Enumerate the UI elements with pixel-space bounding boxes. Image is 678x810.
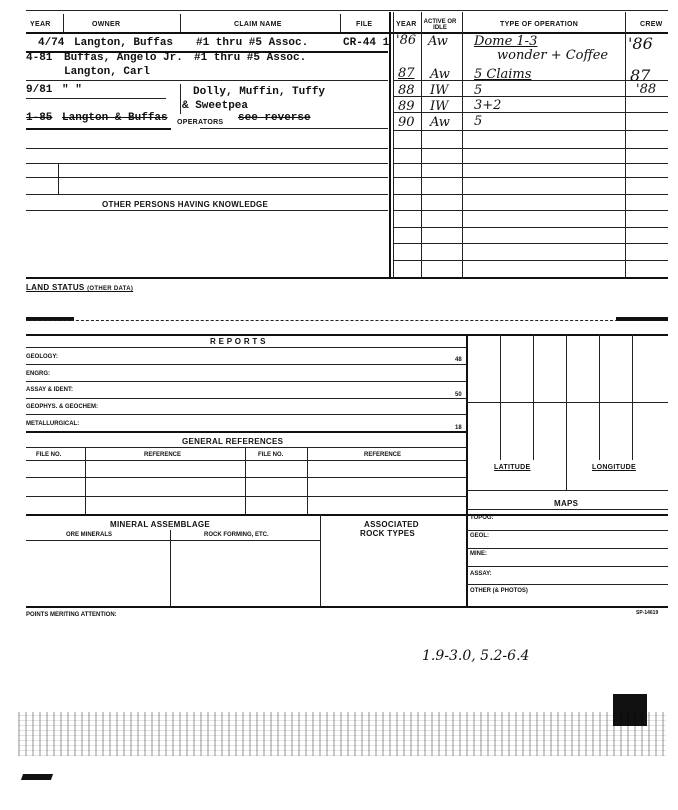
activity-row-6-operation: 5 <box>474 114 483 129</box>
activity-row-3-crew: 87 <box>630 66 651 85</box>
owner-row-1-owner: Langton, Buffas <box>74 37 174 49</box>
report-assay: ASSAY & IDENT: <box>26 387 74 393</box>
header-year: YEAR <box>30 21 51 28</box>
header-crew: CREW <box>640 21 663 28</box>
report-geophys: GEOPHYS. & GEOCHEM: <box>26 404 99 410</box>
operators-label: OPERATORS <box>177 119 224 126</box>
activity-row-4-operation: 5 <box>474 83 483 98</box>
map-assay: ASSAY: <box>470 571 492 577</box>
owner-row-4-year: 9/81 <box>26 84 53 96</box>
associated-rock-types-1: ASSOCIATED <box>364 520 419 529</box>
header-active-idle: ACTIVE OR IDLE <box>423 19 457 31</box>
owner-row-4-owner: " " <box>62 84 82 96</box>
owner-row-1-year: 4/74 <box>38 37 65 49</box>
handwritten-note: 1.9-3.0, 5.2-6.4 <box>422 648 530 664</box>
gen-ref-reference-2: REFERENCE <box>364 452 402 458</box>
owner-row-2-year: 4-81 <box>26 52 53 64</box>
report-num-18: 18 <box>455 425 462 431</box>
map-other: OTHER (& PHOTOS) <box>470 588 528 594</box>
scan-corner-mark <box>21 774 53 780</box>
gen-ref-file-no-2: FILE NO. <box>258 452 284 458</box>
form-number: SP-14619 <box>636 610 659 616</box>
header-file: FILE <box>356 21 373 28</box>
report-engrg: ENGRG: <box>26 371 50 377</box>
owner-row-6-year: 1-85 <box>26 112 53 124</box>
map-mine: MINE: <box>470 551 487 557</box>
owner-row-1-claim: #1 thru #5 Assoc. <box>196 37 309 49</box>
header-year-activity: YEAR <box>396 21 417 28</box>
report-num-48: 48 <box>455 357 462 363</box>
map-geol: GEOL: <box>470 533 489 539</box>
report-num-50: 50 <box>455 392 462 398</box>
owner-row-2-claim: #1 thru #5 Assoc. <box>194 52 307 64</box>
activity-row-4-year: 88 <box>398 83 415 98</box>
gen-ref-reference-1: REFERENCE <box>144 452 182 458</box>
map-topog: TOPOG: <box>470 515 494 521</box>
activity-row-5-year: 89 <box>398 99 415 114</box>
activity-row-3-year: 87 <box>398 66 415 81</box>
activity-row-5-status: IW <box>430 99 449 114</box>
land-status-sub: (OTHER DATA) <box>87 286 134 292</box>
activity-row-3-operation: 5 Claims <box>474 67 532 82</box>
activity-row-2-operation: wonder + Coffee <box>497 48 609 63</box>
points-meriting-attention: POINTS MERITING ATTENTION: <box>26 612 117 618</box>
rock-forming-label: ROCK FORMING, ETC. <box>204 532 269 538</box>
owner-row-4-claim: Dolly, Muffin, Tuffy <box>193 86 326 98</box>
other-persons-heading: OTHER PERSONS HAVING KNOWLEDGE <box>102 200 269 209</box>
activity-row-1-crew: '86 <box>628 34 653 53</box>
header-owner: OWNER <box>92 21 121 28</box>
ore-minerals-label: ORE MINERALS <box>66 532 113 538</box>
scan-noise-band <box>18 712 666 756</box>
maps-title: MAPS <box>554 499 579 508</box>
activity-row-1-operation: Dome 1-3 <box>474 34 538 49</box>
owner-row-5-claim: & Sweetpea <box>182 100 249 112</box>
gen-ref-file-no-1: FILE NO. <box>36 452 62 458</box>
header-type-of-operation: TYPE OF OPERATION <box>500 21 579 28</box>
activity-row-6-year: 90 <box>398 115 415 130</box>
owner-row-6-claim: see reverse <box>238 112 311 124</box>
activity-row-4-status: IW <box>430 83 449 98</box>
activity-row-1-status: Aw <box>428 34 448 49</box>
owner-row-1-file: CR-44 1 <box>343 37 390 49</box>
land-status-bar-right <box>616 317 668 321</box>
owner-row-3-owner: Langton, Carl <box>64 66 150 78</box>
activity-row-6-status: Aw <box>430 115 450 130</box>
associated-rock-types-2: ROCK TYPES <box>360 529 416 538</box>
report-geology: GEOLOGY: <box>26 354 58 360</box>
latitude-label: LATITUDE <box>494 464 531 471</box>
activity-row-5-operation: 3+2 <box>474 98 502 113</box>
owner-row-2-owner: Buffas, Angelo Jr. <box>64 52 183 64</box>
activity-row-4-crew: '88 <box>636 82 657 97</box>
activity-row-3-status: Aw <box>430 67 450 82</box>
general-references-title: GENERAL REFERENCES <box>182 437 284 446</box>
report-metallurgical: METALLURGICAL: <box>26 421 80 427</box>
longitude-label: LONGITUDE <box>592 464 636 471</box>
land-status-title: LAND STATUS <box>26 283 85 292</box>
reports-title: R E P O R T S <box>210 337 266 346</box>
owner-row-6-owner: Langton & Buffas <box>62 112 168 124</box>
header-claim-name: CLAIM NAME <box>234 21 282 28</box>
mineral-assemblage-title: MINERAL ASSEMBLAGE <box>110 520 211 529</box>
activity-row-1-year: '86 <box>396 33 417 48</box>
land-status-label <box>26 283 133 292</box>
